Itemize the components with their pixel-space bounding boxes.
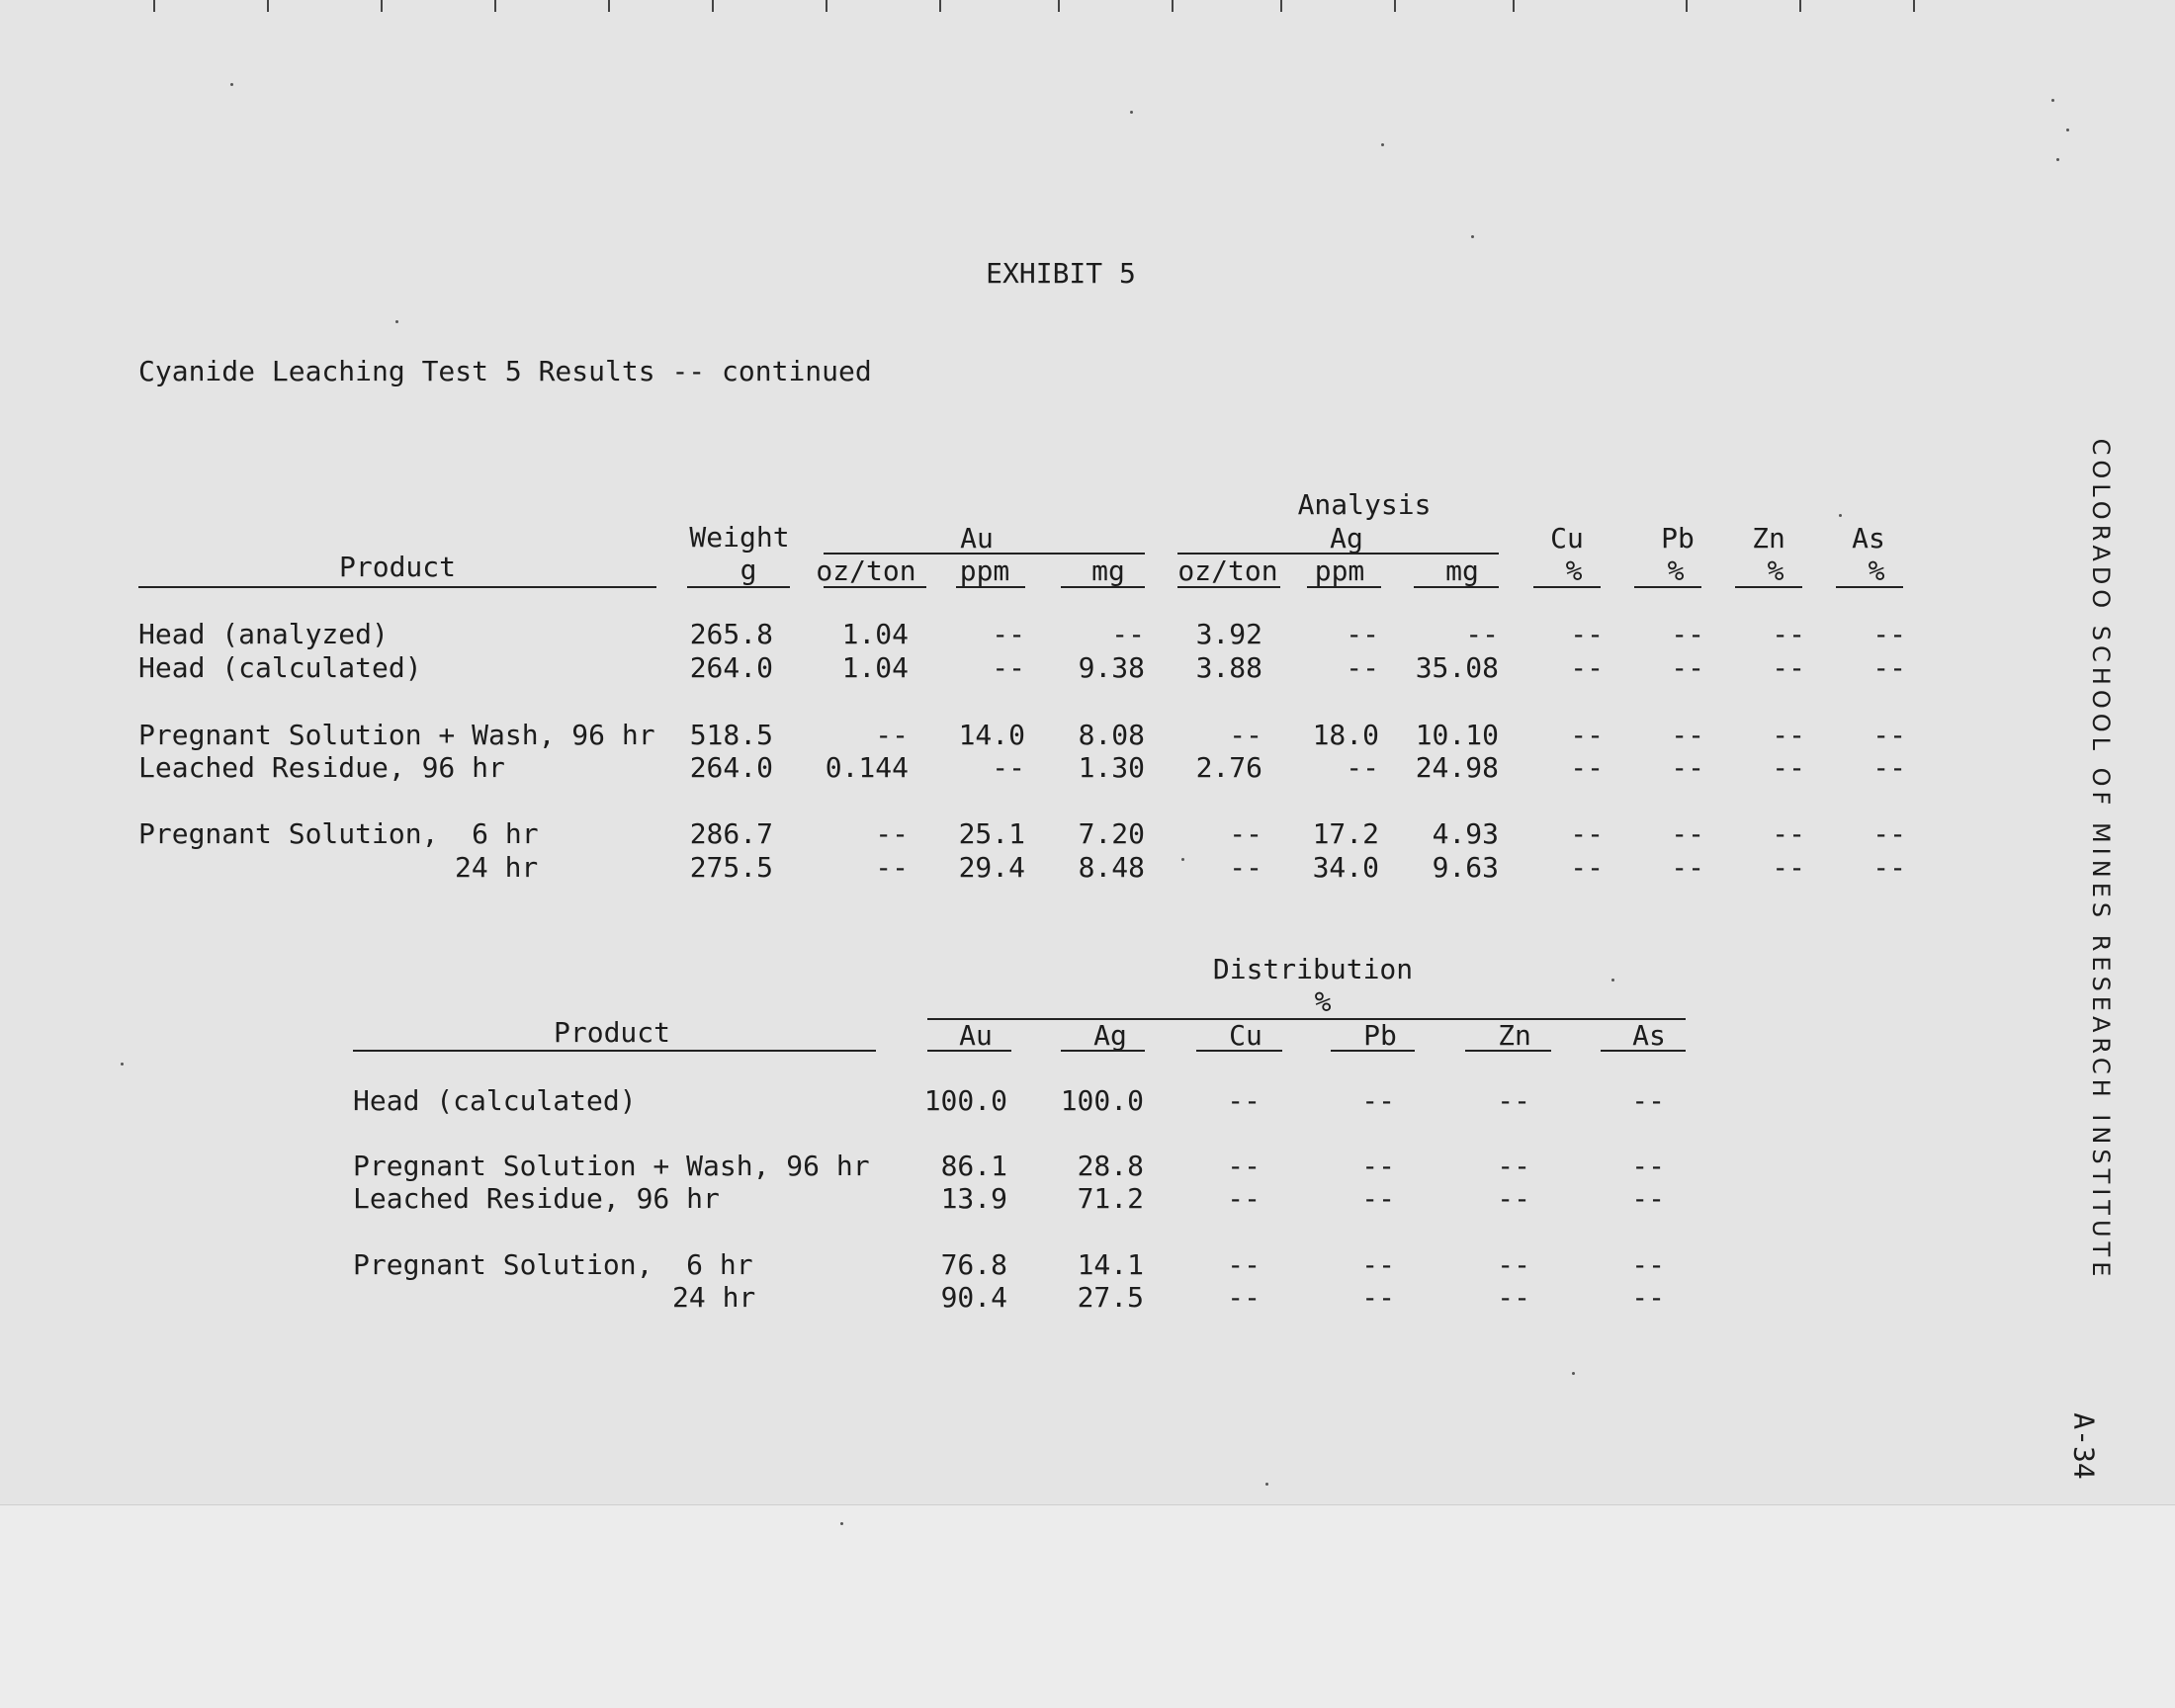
pb-header: Pb <box>1661 522 1695 555</box>
edge-tick <box>826 0 827 12</box>
ag-group-rule <box>1177 553 1499 555</box>
edge-tick <box>381 0 383 12</box>
pb-unit: % <box>1667 555 1685 587</box>
ag-subheader-oz: oz/ton <box>1177 555 1278 587</box>
ag-mg-rule <box>1414 586 1499 588</box>
analysis-cell-as: -- <box>1872 618 1906 650</box>
au-subheader-ppm: ppm <box>959 555 1010 587</box>
distribution-cell-ag: 14.1 <box>1077 1248 1144 1281</box>
analysis-cell-au-oz: 1.04 <box>841 651 909 684</box>
distribution-cell-as: -- <box>1631 1182 1665 1215</box>
edge-tick <box>939 0 941 12</box>
edge-tick <box>1172 0 1174 12</box>
au-oz-rule <box>824 586 926 588</box>
analysis-cell-au-mg: 1.30 <box>1078 751 1145 784</box>
analysis-cell-au-ppm: -- <box>992 618 1025 650</box>
analysis-cell-cu: -- <box>1570 719 1604 751</box>
au-mg-rule <box>1061 586 1145 588</box>
exhibit-title: EXHIBIT 5 <box>986 257 1136 290</box>
analysis-cell-weight: 264.0 <box>689 751 773 784</box>
analysis-cell-ag-mg: -- <box>1465 618 1499 650</box>
distribution-cell-pb: -- <box>1361 1150 1395 1182</box>
ag-subheader-ppm: ppm <box>1314 555 1365 587</box>
analysis-cell-ag-oz: 2.76 <box>1195 751 1262 784</box>
distribution-row-product: 24 hr <box>672 1281 756 1314</box>
scan-speck <box>1130 111 1133 114</box>
analysis-row-product: 24 hr <box>455 851 539 884</box>
distribution-cell-au: 76.8 <box>940 1248 1007 1281</box>
analysis-row-product: Head (calculated) <box>138 651 422 684</box>
analysis-cell-cu: -- <box>1570 751 1604 784</box>
distribution-cell-pb: -- <box>1361 1248 1395 1281</box>
analysis-cell-weight: 265.8 <box>689 618 773 650</box>
distribution-cell-ag: 28.8 <box>1077 1150 1144 1182</box>
as-header: As <box>1852 522 1885 555</box>
edge-tick <box>1913 0 1915 12</box>
zn-rule <box>1735 586 1802 588</box>
distribution-cell-pb: -- <box>1361 1281 1395 1314</box>
dist-header-ag: Ag <box>1093 1019 1127 1052</box>
analysis-cell-ag-oz: -- <box>1229 851 1262 884</box>
analysis-cell-ag-oz: -- <box>1229 719 1262 751</box>
analysis-row-product: Pregnant Solution + Wash, 96 hr <box>138 719 655 751</box>
weight-header-rule <box>687 586 790 588</box>
analysis-cell-pb: -- <box>1671 751 1704 784</box>
analysis-cell-au-ppm: 14.0 <box>958 719 1025 751</box>
edge-tick <box>608 0 610 12</box>
analysis-cell-weight: 286.7 <box>689 817 773 850</box>
edge-tick <box>1686 0 1688 12</box>
pb-rule <box>1634 586 1701 588</box>
cu-unit: % <box>1565 555 1583 587</box>
edge-tick <box>1394 0 1396 12</box>
analysis-cell-au-mg: 7.20 <box>1078 817 1145 850</box>
analysis-cell-ag-ppm: -- <box>1346 651 1379 684</box>
ag-subheader-mg: mg <box>1445 555 1479 587</box>
analysis-cell-ag-mg: 24.98 <box>1415 751 1499 784</box>
scan-speck <box>1265 1483 1268 1486</box>
distribution-cell-zn: -- <box>1497 1084 1530 1117</box>
dist-product-rule <box>353 1050 876 1052</box>
dist-zn-rule <box>1465 1050 1551 1052</box>
analysis-cell-ag-mg: 9.63 <box>1432 851 1499 884</box>
distribution-cell-pb: -- <box>1361 1182 1395 1215</box>
scan-speck <box>395 320 398 323</box>
dist-pb-rule <box>1331 1050 1415 1052</box>
au-group-rule <box>824 553 1145 555</box>
analysis-cell-zn: -- <box>1772 618 1805 650</box>
distribution-cell-pb: -- <box>1361 1084 1395 1117</box>
as-unit: % <box>1868 555 1885 587</box>
distribution-cell-as: -- <box>1631 1150 1665 1182</box>
analysis-cell-zn: -- <box>1772 751 1805 784</box>
analysis-cell-au-oz: 0.144 <box>825 751 909 784</box>
cu-rule <box>1533 586 1601 588</box>
ag-header: Ag <box>1330 522 1363 555</box>
analysis-cell-au-mg: 8.48 <box>1078 851 1145 884</box>
weight-header: Weight <box>689 521 790 554</box>
scan-speck <box>1181 858 1184 861</box>
edge-tick <box>1799 0 1801 12</box>
analysis-cell-ag-ppm: -- <box>1346 751 1379 784</box>
analysis-cell-ag-oz: 3.88 <box>1195 651 1262 684</box>
dist-au-rule <box>927 1050 1011 1052</box>
analysis-cell-cu: -- <box>1570 618 1604 650</box>
analysis-cell-zn: -- <box>1772 817 1805 850</box>
distribution-row-product: Pregnant Solution + Wash, 96 hr <box>353 1150 870 1182</box>
analysis-cell-pb: -- <box>1671 719 1704 751</box>
distribution-group-unit: % <box>1314 985 1332 1018</box>
analysis-group-header: Analysis <box>1297 488 1432 521</box>
analysis-cell-ag-mg: 35.08 <box>1415 651 1499 684</box>
scan-speck <box>840 1522 843 1525</box>
analysis-cell-au-mg: 8.08 <box>1078 719 1145 751</box>
au-ppm-rule <box>956 586 1025 588</box>
distribution-cell-au: 100.0 <box>923 1084 1007 1117</box>
analysis-cell-ag-ppm: 18.0 <box>1312 719 1379 751</box>
dist-header-as: As <box>1632 1019 1666 1052</box>
dist-as-rule <box>1601 1050 1686 1052</box>
analysis-cell-cu: -- <box>1570 817 1604 850</box>
analysis-cell-au-ppm: -- <box>992 751 1025 784</box>
product-header-rule <box>138 586 656 588</box>
analysis-cell-as: -- <box>1872 817 1906 850</box>
analysis-cell-au-oz: -- <box>875 817 909 850</box>
distribution-group-rule <box>927 1018 1686 1020</box>
distribution-cell-as: -- <box>1631 1084 1665 1117</box>
ag-ppm-rule <box>1307 586 1381 588</box>
page-number: A-34 <box>2067 1412 2101 1480</box>
analysis-cell-as: -- <box>1872 851 1906 884</box>
edge-tick <box>494 0 496 12</box>
distribution-cell-cu: -- <box>1227 1248 1261 1281</box>
distribution-cell-as: -- <box>1631 1248 1665 1281</box>
distribution-cell-au: 86.1 <box>940 1150 1007 1182</box>
analysis-cell-ag-oz: 3.92 <box>1195 618 1262 650</box>
au-subheader-oz: oz/ton <box>816 555 916 587</box>
edge-tick <box>712 0 714 12</box>
analysis-cell-pb: -- <box>1671 618 1704 650</box>
analysis-cell-zn: -- <box>1772 651 1805 684</box>
scan-speck <box>2056 158 2059 161</box>
page-bottom-margin <box>0 1504 2175 1708</box>
scan-speck <box>1839 514 1842 517</box>
analysis-cell-pb: -- <box>1671 851 1704 884</box>
analysis-cell-weight: 264.0 <box>689 651 773 684</box>
distribution-cell-ag: 27.5 <box>1077 1281 1144 1314</box>
as-rule <box>1836 586 1903 588</box>
analysis-cell-zn: -- <box>1772 851 1805 884</box>
analysis-cell-ag-ppm: 34.0 <box>1312 851 1379 884</box>
distribution-cell-au: 13.9 <box>940 1182 1007 1215</box>
side-institute-label: COLORADO SCHOOL OF MINES RESEARCH INSTITUTE <box>2087 438 2115 1282</box>
subtitle: Cyanide Leaching Test 5 Results -- continued <box>138 355 872 387</box>
distribution-cell-as: -- <box>1631 1281 1665 1314</box>
distribution-group-header: Distribution <box>1212 953 1414 985</box>
dist-header-zn: Zn <box>1498 1019 1531 1052</box>
analysis-row-product: Leached Residue, 96 hr <box>138 751 505 784</box>
analysis-cell-au-ppm: 25.1 <box>958 817 1025 850</box>
zn-unit: % <box>1767 555 1784 587</box>
analysis-cell-pb: -- <box>1671 651 1704 684</box>
distribution-cell-au: 90.4 <box>940 1281 1007 1314</box>
distribution-cell-cu: -- <box>1227 1084 1261 1117</box>
analysis-product-header: Product <box>338 551 457 583</box>
scan-speck <box>2051 99 2054 102</box>
edge-tick <box>1058 0 1060 12</box>
dist-header-cu: Cu <box>1229 1019 1262 1052</box>
analysis-cell-ag-mg: 10.10 <box>1415 719 1499 751</box>
edge-tick <box>1280 0 1282 12</box>
analysis-cell-as: -- <box>1872 751 1906 784</box>
analysis-cell-au-ppm: -- <box>992 651 1025 684</box>
analysis-cell-au-oz: -- <box>875 719 909 751</box>
analysis-cell-cu: -- <box>1570 851 1604 884</box>
analysis-cell-au-mg: 9.38 <box>1078 651 1145 684</box>
scan-speck <box>1611 979 1614 982</box>
cu-header: Cu <box>1550 522 1584 555</box>
zn-header: Zn <box>1752 522 1785 555</box>
weight-unit: g <box>740 554 757 586</box>
dist-header-pb: Pb <box>1363 1019 1397 1052</box>
analysis-cell-as: -- <box>1872 651 1906 684</box>
analysis-row-product: Head (analyzed) <box>138 618 389 650</box>
distribution-row-product: Head (calculated) <box>353 1084 637 1117</box>
analysis-cell-au-ppm: 29.4 <box>958 851 1025 884</box>
au-subheader-mg: mg <box>1091 555 1125 587</box>
distribution-row-product: Leached Residue, 96 hr <box>353 1182 720 1215</box>
distribution-cell-ag: 71.2 <box>1077 1182 1144 1215</box>
analysis-cell-au-oz: 1.04 <box>841 618 909 650</box>
dist-ag-rule <box>1061 1050 1145 1052</box>
distribution-cell-cu: -- <box>1227 1281 1261 1314</box>
analysis-cell-ag-ppm: 17.2 <box>1312 817 1379 850</box>
analysis-cell-weight: 518.5 <box>689 719 773 751</box>
distribution-cell-zn: -- <box>1497 1182 1530 1215</box>
ag-oz-rule <box>1177 586 1280 588</box>
scan-speck <box>1471 235 1474 238</box>
distribution-row-product: Pregnant Solution, 6 hr <box>353 1248 753 1281</box>
analysis-cell-ag-mg: 4.93 <box>1432 817 1499 850</box>
distribution-cell-zn: -- <box>1497 1248 1530 1281</box>
scan-speck <box>1381 143 1384 146</box>
analysis-cell-ag-ppm: -- <box>1346 618 1379 650</box>
distribution-product-header: Product <box>553 1016 671 1049</box>
analysis-cell-zn: -- <box>1772 719 1805 751</box>
analysis-row-product: Pregnant Solution, 6 hr <box>138 817 539 850</box>
analysis-cell-as: -- <box>1872 719 1906 751</box>
analysis-cell-au-mg: -- <box>1111 618 1145 650</box>
edge-tick <box>153 0 155 12</box>
scan-speck <box>121 1063 124 1066</box>
distribution-cell-cu: -- <box>1227 1150 1261 1182</box>
analysis-cell-cu: -- <box>1570 651 1604 684</box>
analysis-cell-ag-oz: -- <box>1229 817 1262 850</box>
dist-cu-rule <box>1196 1050 1282 1052</box>
distribution-cell-ag: 100.0 <box>1060 1084 1144 1117</box>
distribution-cell-zn: -- <box>1497 1281 1530 1314</box>
edge-tick <box>267 0 269 12</box>
distribution-cell-zn: -- <box>1497 1150 1530 1182</box>
scan-speck <box>1572 1372 1575 1375</box>
dist-header-au: Au <box>959 1019 993 1052</box>
edge-tick <box>1513 0 1515 12</box>
au-header: Au <box>960 522 994 555</box>
analysis-cell-pb: -- <box>1671 817 1704 850</box>
analysis-cell-au-oz: -- <box>875 851 909 884</box>
analysis-cell-weight: 275.5 <box>689 851 773 884</box>
distribution-cell-cu: -- <box>1227 1182 1261 1215</box>
scan-speck <box>2066 128 2069 131</box>
scan-speck <box>230 83 233 86</box>
